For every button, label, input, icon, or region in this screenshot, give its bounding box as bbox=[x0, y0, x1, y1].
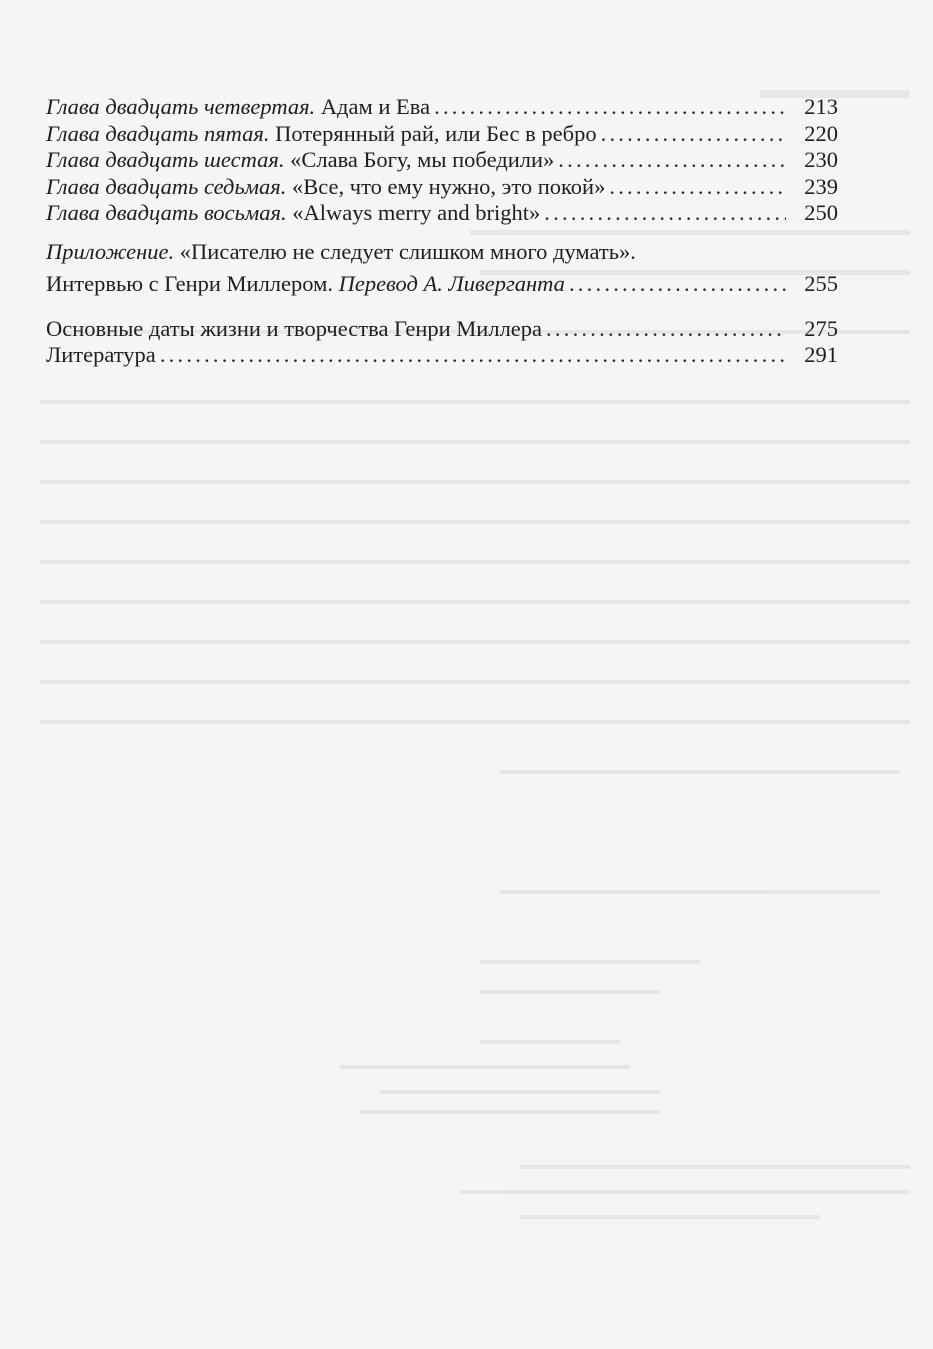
appendix-entry-line1 bbox=[46, 239, 838, 266]
literature-title: Литература bbox=[46, 342, 156, 367]
page-number: 213 bbox=[804, 94, 838, 119]
dot-leader bbox=[544, 200, 786, 227]
page-number: 250 bbox=[804, 200, 838, 225]
chapter-title: «Все, что ему нужно, это покой» bbox=[292, 173, 606, 199]
appendix-translator: Перевод А. Ливерганта bbox=[338, 271, 565, 296]
dot-leader bbox=[609, 174, 786, 201]
chapter-label: Глава двадцать седьмая. bbox=[46, 173, 287, 199]
dot-leader bbox=[434, 94, 786, 121]
chapter-label: Глава двадцать пятая. bbox=[46, 120, 270, 146]
page-number: 291 bbox=[804, 342, 838, 367]
appendix-label: Приложение. bbox=[46, 238, 175, 264]
page-number: 275 bbox=[804, 315, 838, 341]
page-number: 230 bbox=[804, 147, 838, 172]
dates-title: Основные даты жизни и творчества Генри Миллера bbox=[46, 315, 543, 341]
table-of-contents bbox=[46, 88, 838, 367]
dot-leader bbox=[546, 316, 786, 343]
chapter-title: «Always merry and bright» bbox=[292, 200, 541, 225]
chapter-title: «Слава Богу, мы победили» bbox=[290, 147, 555, 172]
chapter-title: Адам и Ева bbox=[320, 94, 431, 119]
appendix-entry-line2 bbox=[46, 265, 838, 296]
chapter-label: Глава двадцать восьмая. bbox=[46, 200, 287, 225]
chapter-label: Глава двадцать шестая. bbox=[46, 147, 285, 172]
appendix-title: «Писателю не следует слишком много думать». bbox=[179, 238, 636, 264]
page-number: 220 bbox=[804, 120, 838, 146]
dot-leader bbox=[569, 271, 786, 298]
appendix-interview: Интервью с Генри Миллером. bbox=[46, 271, 333, 296]
page-number: 239 bbox=[804, 173, 838, 199]
dot-leader bbox=[558, 147, 786, 174]
dot-leader bbox=[160, 342, 786, 369]
chapter-entry bbox=[46, 88, 838, 119]
dates-entry bbox=[46, 310, 838, 341]
dot-leader bbox=[601, 121, 786, 148]
page-number: 255 bbox=[804, 271, 838, 296]
chapter-label: Глава двадцать четвертая. bbox=[46, 94, 316, 119]
chapter-title: Потерянный рай, или Бес в ребро bbox=[275, 120, 597, 146]
